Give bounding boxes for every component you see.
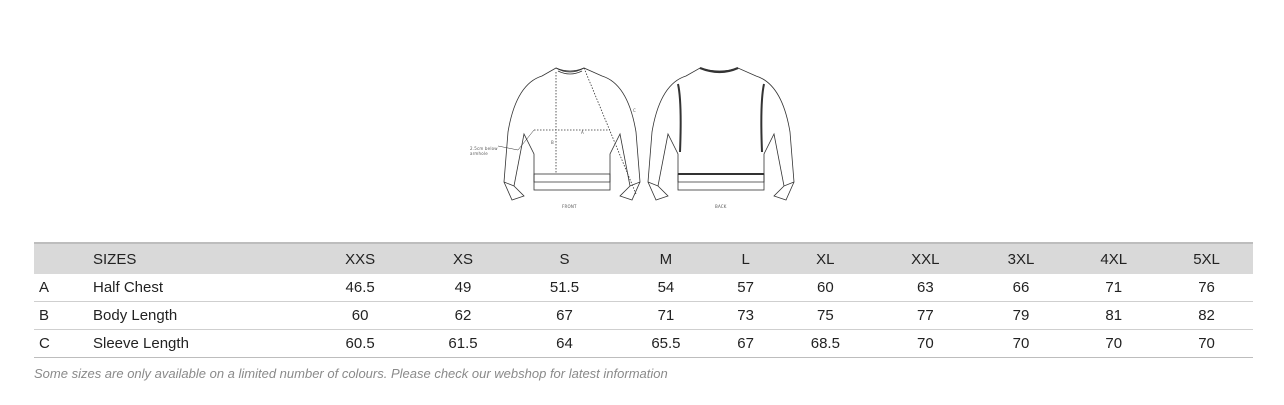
table-cell: 54	[657, 279, 675, 296]
header-code-cell	[34, 243, 93, 274]
front-label: FRONT	[562, 204, 577, 209]
table-cell: 68.5	[810, 335, 840, 352]
table-cell: 81	[1105, 307, 1123, 324]
table-row-half-chest	[34, 274, 1253, 302]
table-cell: 65.5	[651, 335, 681, 352]
size-header-cell: L	[741, 250, 750, 268]
table-cell: 63	[916, 279, 934, 296]
size-header-cell: S	[559, 250, 570, 268]
row-label: Sleeve Length	[93, 335, 189, 352]
size-header-cell: XS	[453, 250, 474, 268]
availability-note: Some sizes are only available on a limited number of colours. Please check our webshop for latest information	[34, 366, 668, 381]
row-code: A	[39, 279, 50, 296]
measure-a-label: A	[581, 130, 584, 135]
table-cell: 66	[1012, 279, 1030, 296]
table-cell: 67	[737, 335, 754, 352]
row-label: Half Chest	[93, 279, 164, 296]
table-row-body-length	[34, 302, 1253, 330]
table-cell: 70	[1198, 335, 1215, 352]
table-cell: 64	[556, 335, 573, 352]
table-cell: 71	[1105, 279, 1123, 296]
table-cell: 67	[556, 307, 573, 324]
table-cell: 82	[1198, 307, 1215, 324]
table-cell: 62	[454, 307, 472, 324]
sweatshirt-illustration	[468, 62, 808, 214]
table-cell: 75	[816, 307, 834, 324]
table-cell: 70	[916, 335, 934, 352]
table-cell: 46.5	[345, 279, 375, 296]
front-view	[498, 68, 640, 200]
measure-c-label: C	[633, 108, 636, 113]
table-cell: 73	[737, 307, 754, 324]
table-cell: 60.5	[345, 335, 375, 352]
size-header-cell: XL	[816, 250, 835, 268]
sweatshirt-measurement-diagram	[468, 62, 808, 214]
size-header-cell: 3XL	[1007, 250, 1035, 268]
table-cell: 60	[816, 279, 834, 296]
table-cell: 77	[916, 307, 934, 324]
row-code: C	[39, 335, 50, 352]
size-header-cell: M	[659, 250, 673, 268]
back-label: BACK	[715, 204, 727, 209]
header-sizes-label: SIZES	[93, 250, 137, 268]
measure-b-label: B	[551, 140, 554, 145]
size-header-cell: 4XL	[1100, 250, 1128, 268]
table-cell: 70	[1012, 335, 1030, 352]
table-cell: 60	[351, 307, 369, 324]
table-cell: 49	[454, 279, 472, 296]
size-header-cell: 5XL	[1193, 250, 1220, 268]
armhole-note: 2.5cm below armhole	[470, 146, 498, 156]
table-row-sleeve-length	[34, 330, 1253, 358]
size-chart-table	[34, 242, 1253, 358]
size-header-cell: XXL	[911, 250, 940, 268]
table-cell: 70	[1105, 335, 1123, 352]
table-cell: 76	[1198, 279, 1215, 296]
table-cell: 61.5	[448, 335, 478, 352]
row-code: B	[39, 307, 50, 324]
table-cell: 71	[657, 307, 675, 324]
size-header-cell: XXS	[345, 250, 376, 268]
table-cell: 57	[737, 279, 754, 296]
size-header-row	[34, 243, 1253, 274]
row-label: Body Length	[93, 307, 178, 324]
back-view	[648, 68, 794, 200]
table-cell: 79	[1012, 307, 1030, 324]
table-cell: 51.5	[549, 279, 580, 296]
